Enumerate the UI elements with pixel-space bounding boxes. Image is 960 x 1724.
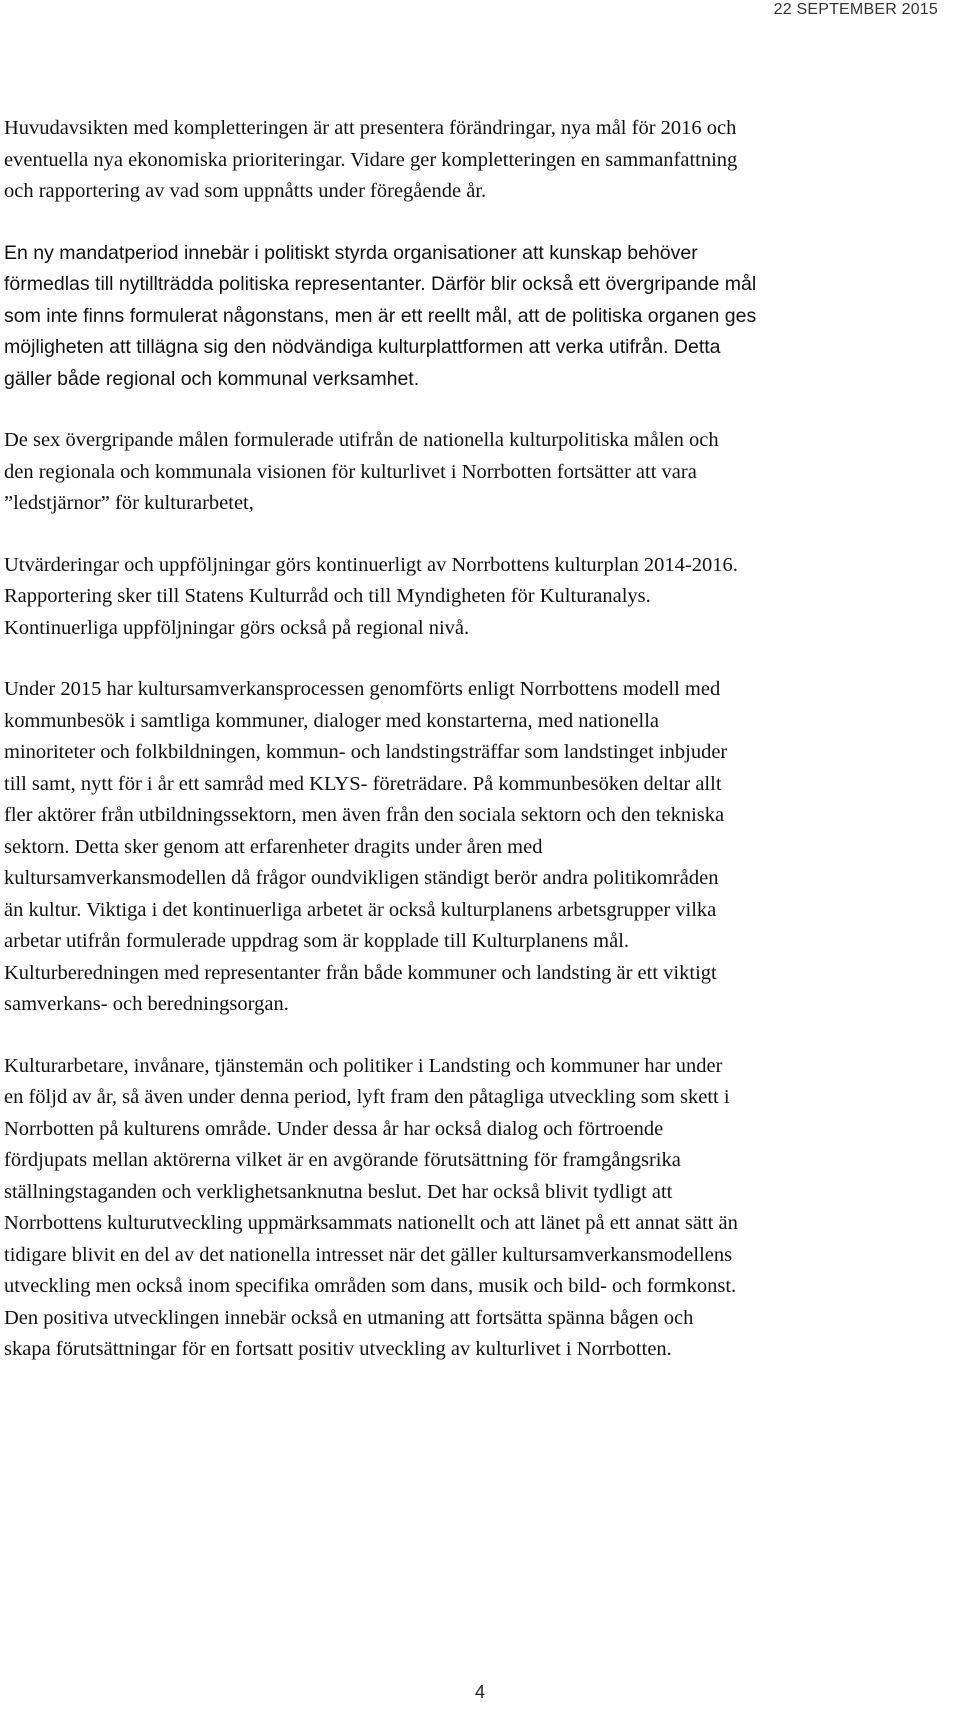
paragraph-sex-mal: De sex övergripande målen formulerade utifrån de nationella kulturpolitiska målen och den regionala och kommunala visionen för kulturlivet i Norrbotten fortsätter att vara ”ledstjärnor” för kulturarbetet, <box>4 429 719 514</box>
page-number: 4 <box>474 1682 485 1702</box>
paragraph-under-2015: Under 2015 har kultursamverkansprocessen genomförts enligt Norrbottens modell med kommunbesök i samtliga kommuner, dialoger med konstarterna, med nationella minoriteter och folkbildningen, kommun- och landstingsträffar som landstinget inbjuder till samt, nytt för i år ett samråd med KLYS- företrädare. På kommunbesöken deltar allt fler aktörer från utbildningssektorn, men även från den sociala sektorn och den tekniska sektorn. Detta sker genom att erfarenheter dragits under åren med kultursamverkansmodellen då frågor oundvikligen ständigt berör andra politikområden än kultur. Viktiga i det kontinuerliga arbetet är också kulturplanens arbetsgrupper vilka arbetar utifrån formulerade uppdrag som är kopplade till Kulturplanens mål. Kulturberedningen med representanter från både kommuner och landsting är ett viktigt samverkans- och beredningsorgan. <box>4 678 728 1015</box>
header-date: 22 SEPTEMBER 2015 <box>773 1 938 18</box>
document-body <box>4 113 952 1366</box>
paragraph-intro: Huvudavsikten med kompletteringen är att presentera förändringar, nya mål för 2016 och eventuella nya ekonomiska prioriteringar. Vidare ger kompletteringen en sammanfattning och rapportering av vad som uppnåtts under föregående år. <box>4 117 738 202</box>
paragraph-kulturarbetare: Kulturarbetare, invånare, tjänstemän och politiker i Landsting och kommuner har under en följd av år, så även under denna period, lyft fram den påtagliga utveckling som skett i Norrbotten på kulturens område. Under dessa år har också dialog och förtroende fördjupats mellan aktörerna vilket är en avgörande förutsättning för framgångsrika ställningstaganden och verklighetsanknutna beslut. Det har också blivit tydligt att Norrbottens kulturutveckling uppmärksammats nationellt och att länet på ett annat sätt än tidigare blivit en del av det nationella intresset när det gäller kultursamverkansmodellens utveckling men också inom specifika områden som dans, musik och bild- och formkonst. Den positiva utvecklingen innebär också en utmaning att fortsätta spänna bågen och skapa förutsättningar för en fortsatt positiv utveckling av kulturlivet i Norrbotten. <box>4 1054 738 1360</box>
paragraph-mandatperiod: En ny mandatperiod innebär i politiskt styrda organisationer att kunskap behöver förmedlas till nytillträdda politiska representanter. Därför blir också ett övergripande mål som inte finns formulerat någonstans, men är ett reellt mål, att de politiska organen ges möjligheten att tillägna sig den nödvändiga kulturplattformen att verka utifrån. Detta gäller både regional och kommunal verksamhet. <box>4 241 757 390</box>
paragraph-utvarderingar: Utvärderingar och uppföljningar görs kontinuerligt av Norrbottens kulturplan 2014-2016. Rapportering sker till Statens Kulturråd och till Myndigheten för Kulturanalys. Kontinuerliga uppföljningar görs också på regional nivå. <box>4 553 738 639</box>
